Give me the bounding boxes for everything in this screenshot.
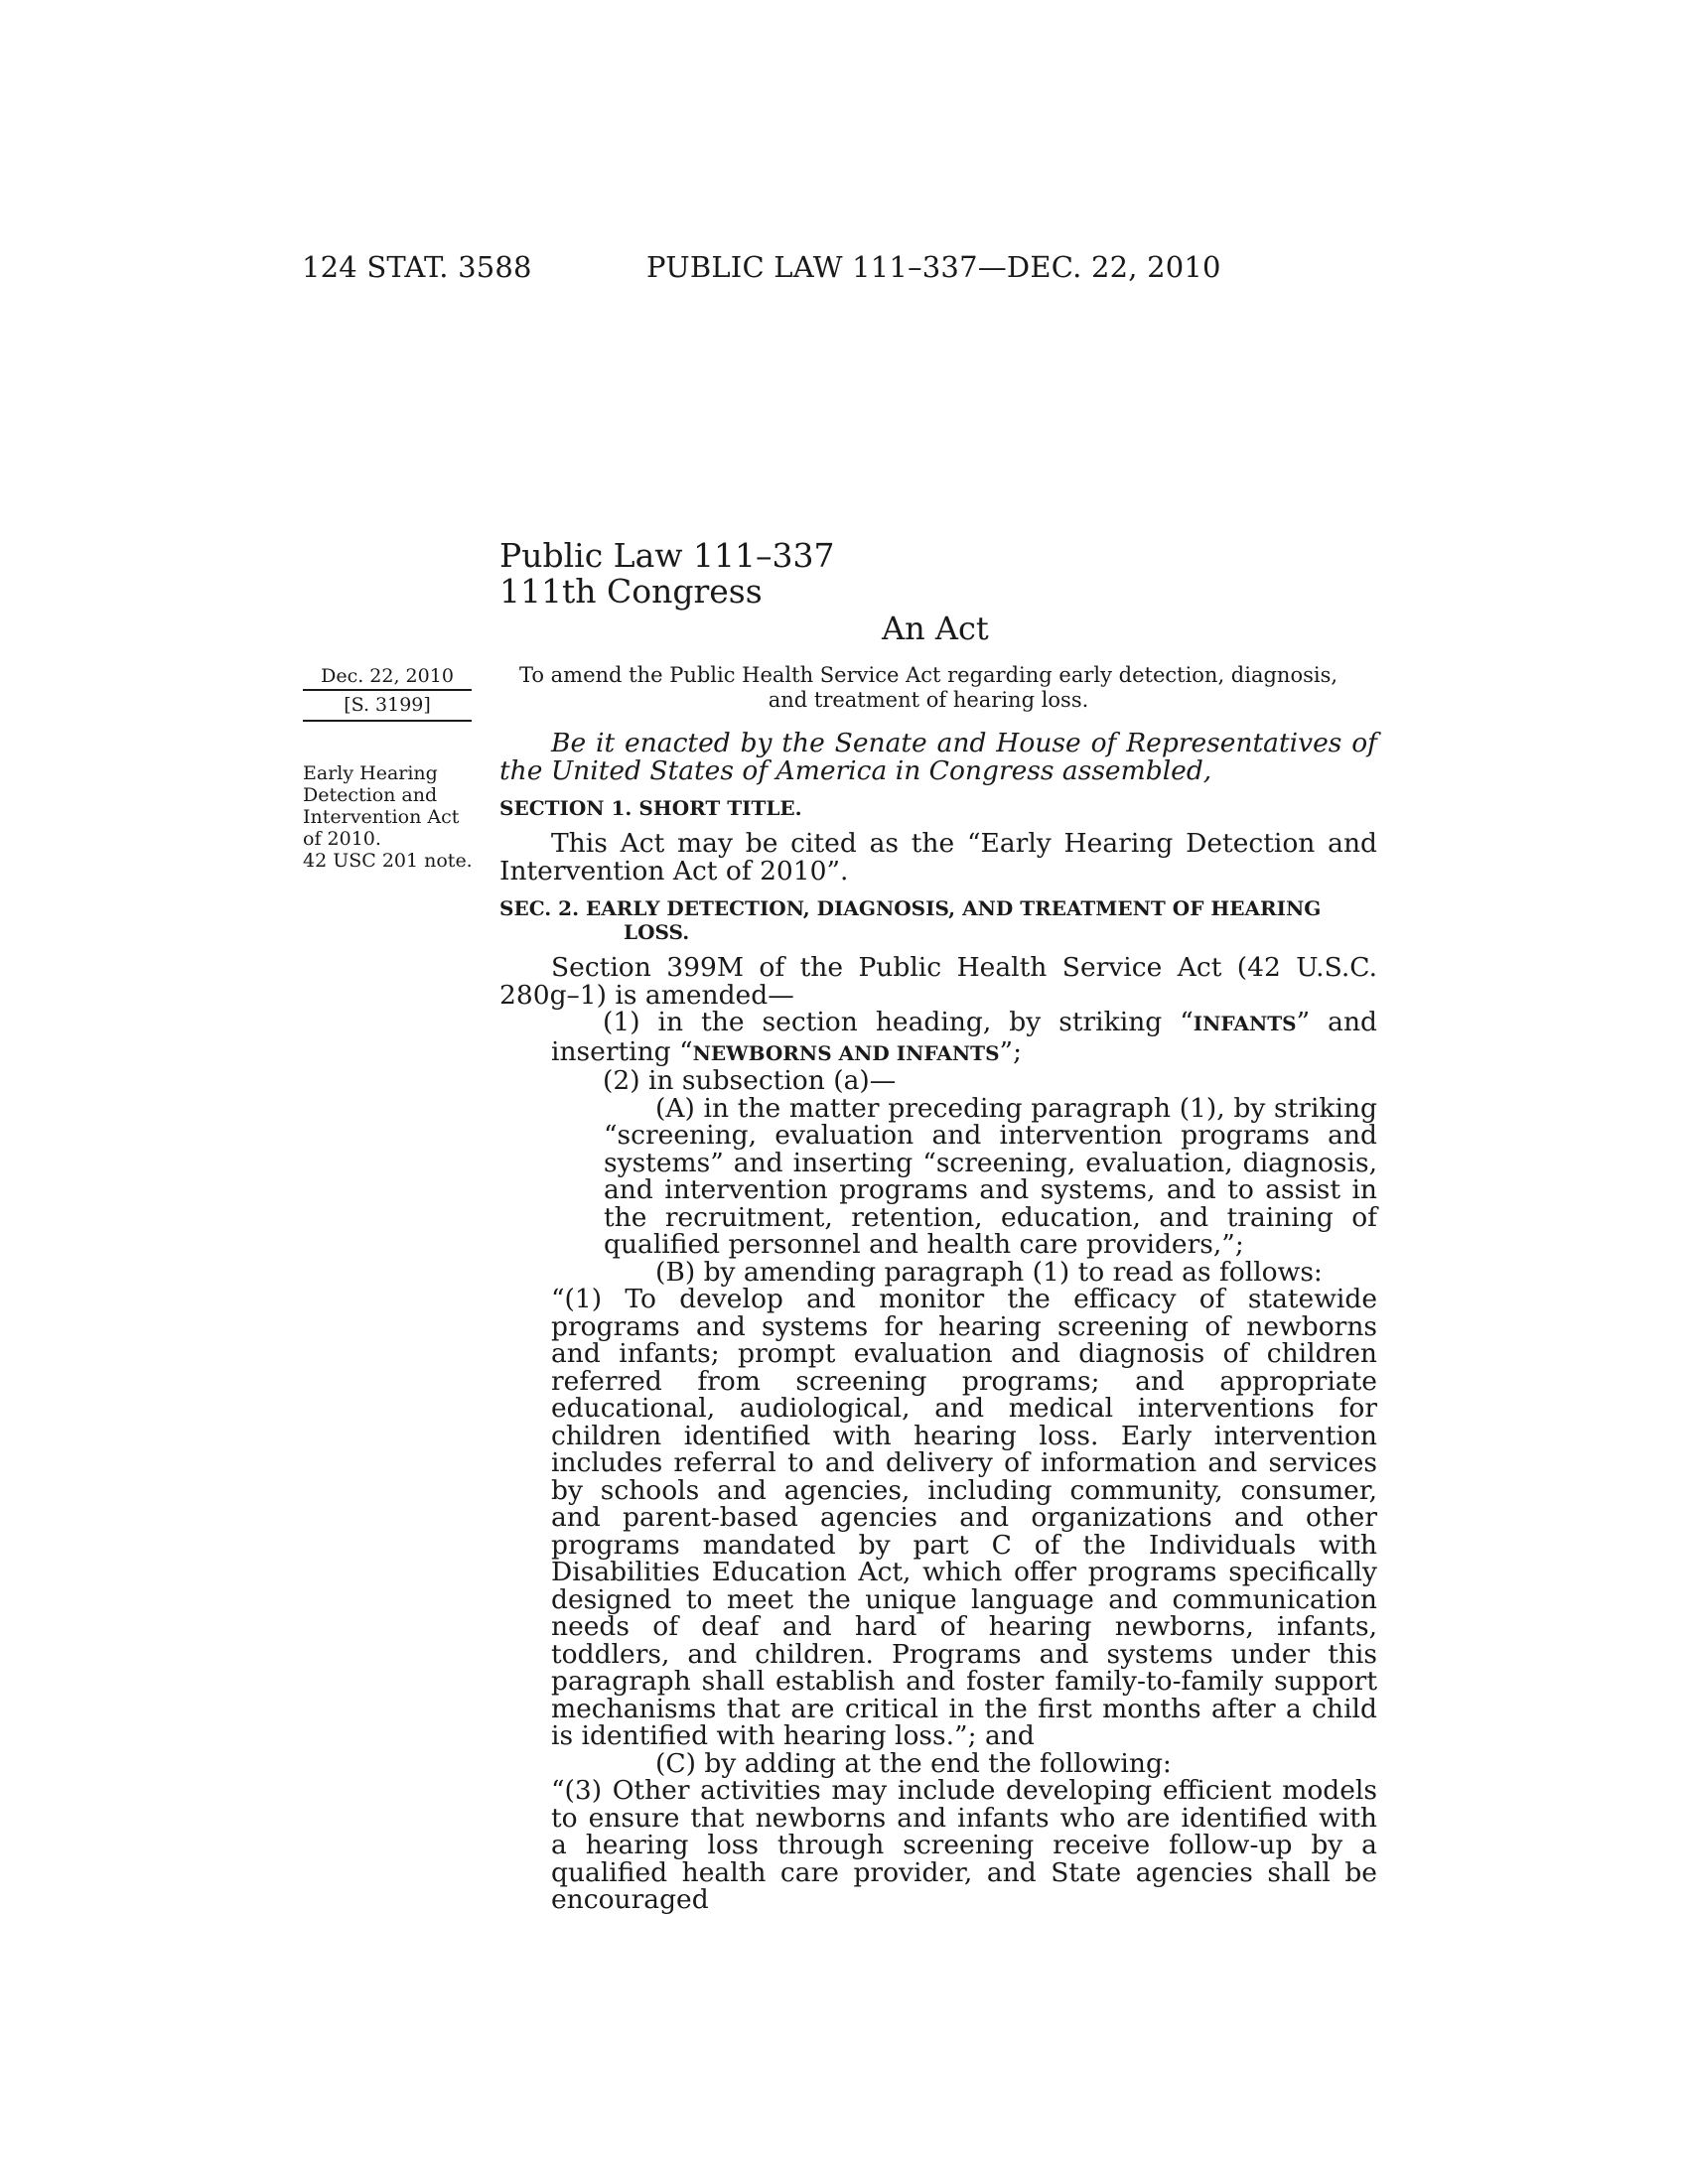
margin-note-line: Detection and [303, 784, 438, 806]
quoted-paragraph: “(3) Other activities may include developing efficient models to ensure that newborns and infants who are identified with a hearing loss through screening receive follow-up by a qualified health care provider, and State agencies shall be encouraged [551, 1775, 1377, 1915]
subparagraph: (B) by amending paragraph (1) to read as follows: [655, 1256, 1323, 1288]
usc-note: 42 USC 201 note. [303, 850, 473, 872]
enactment-date-block [303, 665, 472, 722]
congress-number: 111th Congress [499, 572, 763, 611]
margin-note-line: Intervention Act [303, 806, 460, 828]
paragraph: Section 399M of the Public Health Service Act (42 U.S.C. 280g–1) is amended— [499, 952, 1377, 1011]
divider [303, 689, 472, 691]
subparagraph: (C) by adding at the end the following: [655, 1747, 1172, 1779]
document-body [499, 730, 1377, 1914]
enacting-clause: Be it enacted by the Senate and House of Representatives of the United States of America in Congress assembled, [499, 728, 1377, 786]
quoted-paragraph: “(1) To develop and monitor the efficacy of statewide programs and systems for hearing screening of newborns and infants; prompt evaluation and diagnosis of children referred from screening programs; and appropriate educational, audiological, and medical interventions for children identified with hearing loss. Early intervention includes referral to and delivery of information and services by schools and agencies, including community, consumer, and parent-based agencies and organizations and other programs mandated by part C of the Individuals with Disabilities Education Act, which offer programs specifically designed to meet the unique language and communication needs of deaf and hard of hearing newborns, infants, toddlers, and children. Programs and systems under this paragraph shall establish and foster family-to-family support mechanisms that are critical in the first months after a child is identified with hearing loss.”; and [551, 1284, 1377, 1751]
section-heading: SEC. 2. EARLY DETECTION, DIAGNOSIS, AND TREATMENT OF HEARING LOSS. [499, 896, 1322, 944]
paragraph: This Act may be cited as the “Early Hearing Detection and Intervention Act of 2010”. [499, 828, 1377, 887]
paragraph: (2) in subsection (a)— [603, 1065, 897, 1096]
text-span: (1) in the section heading, by striking “ [603, 1007, 1194, 1037]
enactment-date: Dec. 22, 2010 [321, 665, 454, 687]
section-heading: SECTION 1. SHORT TITLE. [499, 796, 802, 820]
margin-note-line: of 2010. [303, 828, 381, 850]
law-number: Public Law 111–337 [499, 536, 835, 575]
act-heading: An Act [882, 610, 989, 647]
text-span: ”; [999, 1035, 1022, 1067]
paragraph [499, 1009, 1377, 1067]
margin-note-line: Early Hearing [303, 762, 438, 784]
subparagraph: (A) in the matter preceding paragraph (1), by striking “screening, evaluation and intervention programs and systems” and inserting “screening, evaluation, diagnosis, and intervention programs and systems, and to assist in the recruitment, retention, education, and training of qualified personnel and health care providers,”; [604, 1092, 1377, 1260]
margin-notes [303, 762, 482, 872]
bill-number: [S. 3199] [344, 694, 431, 716]
text-span: ” and inserting “ [551, 1007, 1377, 1067]
inserted-term: NEWBORNS AND INFANTS [692, 1040, 1000, 1065]
page-number: 124 STAT. 3588 [302, 250, 532, 284]
struck-term: INFANTS [1193, 1012, 1297, 1035]
act-purpose: To amend the Public Health Service Act regarding early detection, diagnosis, and treatment of hearing loss. [518, 663, 1338, 712]
divider [303, 720, 472, 722]
running-title: PUBLIC LAW 111–337—DEC. 22, 2010 [646, 250, 1221, 284]
